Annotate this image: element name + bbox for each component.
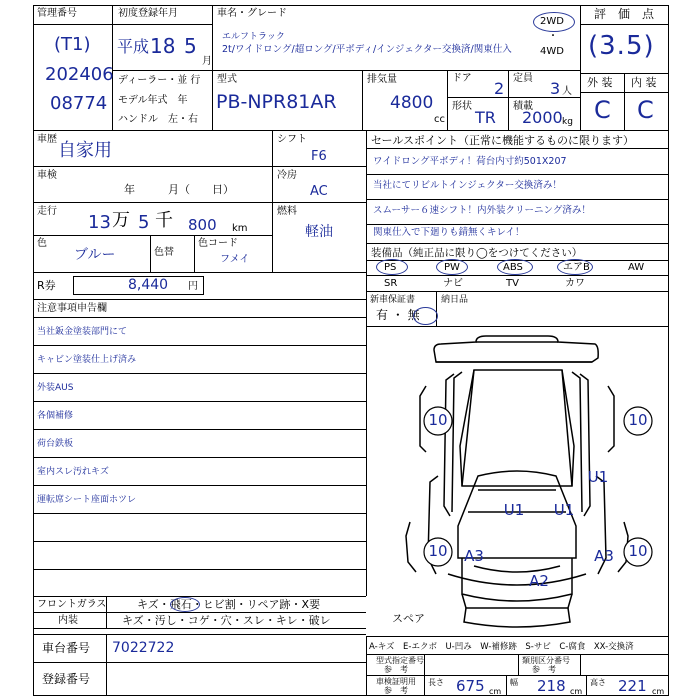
shape-label: 形状: [452, 101, 472, 112]
notes-label: 注意事項申告欄: [37, 303, 107, 314]
car-grade: 2t/ワイドロング/超ロング/平ボディ/インジェクター交換済/関東仕入: [222, 44, 512, 55]
sales-item-0: ワイドロング平ボディ！荷台内寸約501X207: [373, 156, 567, 167]
mileage-label: 走行: [37, 206, 57, 217]
equip-airbag: エアB: [563, 262, 590, 273]
note-item-6: 運転席シート座面ホツレ: [37, 495, 137, 505]
interior-label: 内装: [58, 615, 78, 626]
rcert-unit: 円: [188, 281, 198, 292]
color-value: ブルー: [74, 247, 116, 263]
damage-mark-front: A2: [529, 572, 549, 590]
dealer-row3: ハンドル 左・右: [118, 114, 198, 125]
mileage-v1: 13: [88, 212, 111, 233]
equip-navi: ナビ: [443, 278, 463, 289]
drive-2wd: 2WD: [540, 16, 564, 27]
first-reg-era: 平成: [117, 37, 150, 56]
dealer-row2: モデル年式 年: [118, 95, 188, 106]
mileage-v3: 800: [188, 216, 217, 234]
equip-ps: PS: [384, 262, 397, 273]
history-label: 車歴: [37, 134, 57, 145]
doors-value: 2: [494, 79, 505, 98]
equip-leather: カワ: [565, 278, 585, 289]
glass-chip-circle: [170, 597, 200, 612]
sales-item-2: スムーサー６速シフト！内外装クリーニング済み！: [373, 205, 591, 216]
mgmt-line1: (T1): [54, 34, 91, 55]
equip-aw: AW: [628, 262, 645, 273]
sales-item-3: 関東仕入で下廻りも錆無くキレイ！: [373, 227, 525, 238]
load-value: 2000: [522, 108, 563, 127]
damage-mark-rear-right-wheel: 10: [628, 411, 648, 429]
hei-unit: cm: [652, 687, 665, 696]
rating-ext: C: [594, 96, 611, 124]
hei-value: 221: [618, 677, 647, 695]
cap-value: 3: [550, 79, 561, 98]
rcert-value: 8,440: [128, 277, 169, 293]
type-sub: 参 考: [384, 665, 408, 674]
first-reg-month: 5: [184, 34, 197, 58]
model-value: PB-NPR81AR: [216, 91, 337, 113]
mgmt-line3: 08774: [50, 93, 108, 114]
type-label: 型式指定番号: [376, 656, 424, 665]
chassis-value: 7022722: [112, 640, 175, 656]
first-reg-label: 初度登録年月: [118, 8, 178, 19]
color-code: フメイ: [220, 254, 250, 265]
cap-unit: 人: [562, 86, 572, 97]
inspection-label: 車検: [37, 170, 57, 181]
damage-legend: A-キズ E-エクボ U-凹み W-補修跡 S-サビ C-腐食 XX-交換済: [369, 642, 634, 652]
delivery-label: 納日品: [441, 295, 469, 305]
dealer-row1: ディーラー・並 行: [118, 75, 201, 86]
damage-mark-front-left: A3: [464, 547, 484, 565]
damage-mark-front-right: A3: [594, 547, 614, 565]
damage-mark-cab-left: U1: [503, 501, 525, 519]
len-value: 675: [456, 677, 485, 695]
first-reg-year: 18: [150, 34, 176, 58]
equip-airbag-circle: [557, 259, 593, 275]
note-item-3: 各個補修: [37, 411, 74, 421]
equip-sr: SR: [384, 278, 398, 289]
car-name: エルフトラック: [222, 32, 285, 42]
equipment-label: 装備品（純正品に限り◯をつけてください）: [371, 247, 583, 259]
note-item-2: 外装AUS: [37, 383, 74, 393]
sales-item-1: 当社にてリビルトインジェクター交換済み！: [373, 180, 562, 191]
mgmt-line2: 202406: [45, 64, 114, 85]
equip-abs-circle: [497, 259, 533, 275]
class-sub: 参 考: [532, 665, 556, 674]
car-name-label: 車名・グレード: [217, 8, 287, 19]
mileage-v2: 5: [138, 212, 150, 233]
chassis-label: 車台番号: [42, 641, 91, 655]
shift-label: シフト: [277, 134, 307, 145]
model-label: 型式: [217, 74, 237, 85]
damage-mark-right-side: U1: [587, 468, 609, 486]
warranty-none-circle: [413, 307, 438, 325]
load-label: 積載: [513, 101, 533, 112]
load-unit: kg: [562, 117, 573, 127]
note-item-5: 室内スレ汚れキズ: [37, 467, 109, 477]
class-label: 類別区分番号: [522, 656, 570, 665]
rating-ext-label: 外 装: [587, 76, 613, 89]
rating-int: C: [637, 96, 654, 124]
rating-int-label: 内 装: [631, 76, 657, 89]
glass-label: フロントガラス: [37, 599, 107, 610]
doors-label: ドア: [452, 73, 472, 84]
rating-label: 評 価 点: [594, 7, 655, 21]
note-item-4: 荷台鉄板: [37, 439, 74, 449]
equip-ps-circle: [376, 259, 408, 275]
mileage-u3: km: [232, 223, 248, 234]
shape-value: TR: [475, 108, 496, 127]
disp-label: 排気量: [367, 74, 397, 85]
ac-value: AC: [310, 184, 328, 199]
len-unit: cm: [489, 687, 502, 696]
equip-tv: TV: [506, 278, 519, 289]
warranty-label: 新車保証書: [370, 295, 416, 305]
damage-mark-front-left-wheel: 10: [428, 542, 448, 560]
ac-label: 冷房: [277, 170, 297, 181]
rating-value: (3.5): [588, 31, 655, 61]
mileage-u1: 万: [112, 210, 130, 231]
note-item-1: キャビン塗装仕上げ済み: [37, 355, 137, 365]
warranty-value: 有 ・ 無: [376, 308, 420, 322]
shift-value: F6: [311, 149, 327, 164]
wid-unit: cm: [570, 687, 583, 696]
glass-value: キズ・飛石・ヒビ割・リペア跡・X要: [137, 598, 321, 611]
drive-4wd: 4WD: [540, 46, 564, 57]
equip-abs: ABS: [503, 262, 523, 273]
wid-value: 218: [537, 677, 566, 695]
sales-label: セールスポイント（正常に機能するものに限ります）: [371, 134, 635, 147]
color-code-label: 色コード: [198, 238, 238, 249]
spare-label: スペア: [392, 612, 425, 625]
equip-pw-circle: [436, 259, 468, 275]
car-diagram: [366, 326, 669, 636]
history-value: 自家用: [58, 140, 112, 161]
mileage-u2: 千: [155, 210, 173, 231]
color-change-label: 色替: [154, 247, 174, 258]
hei-label: 高さ: [590, 678, 606, 687]
cap-label: 定員: [513, 73, 533, 84]
fuel-label: 燃料: [277, 206, 297, 217]
interior-value: キズ・汚し・コゲ・穴・スレ・キレ・破レ: [122, 614, 331, 627]
rcert-label: R券: [37, 279, 56, 292]
mgmt-label: 管理番号: [37, 8, 77, 19]
cert-label: 車検証明用: [376, 677, 416, 686]
color-label: 色: [37, 238, 47, 249]
fuel-value: 軽油: [305, 224, 333, 240]
equip-pw: PW: [444, 262, 460, 273]
damage-mark-cab-right: U1: [553, 501, 575, 519]
first-reg-month-unit: 月: [202, 56, 212, 67]
disp-value: 4800: [390, 93, 434, 113]
drive-dot: ・: [548, 31, 558, 42]
inspection-text: 年 月（ 日）: [124, 183, 234, 196]
note-item-0: 当社鈑金塗装部門にて: [37, 327, 128, 337]
damage-mark-rear-left-wheel: 10: [428, 411, 448, 429]
cert-sub: 参 考: [384, 686, 408, 695]
damage-mark-front-right-wheel: 10: [628, 542, 648, 560]
disp-unit: cc: [434, 114, 445, 125]
regno-label: 登録番号: [42, 672, 91, 686]
len-label: 長さ: [428, 678, 444, 687]
wid-label: 幅: [510, 678, 518, 687]
